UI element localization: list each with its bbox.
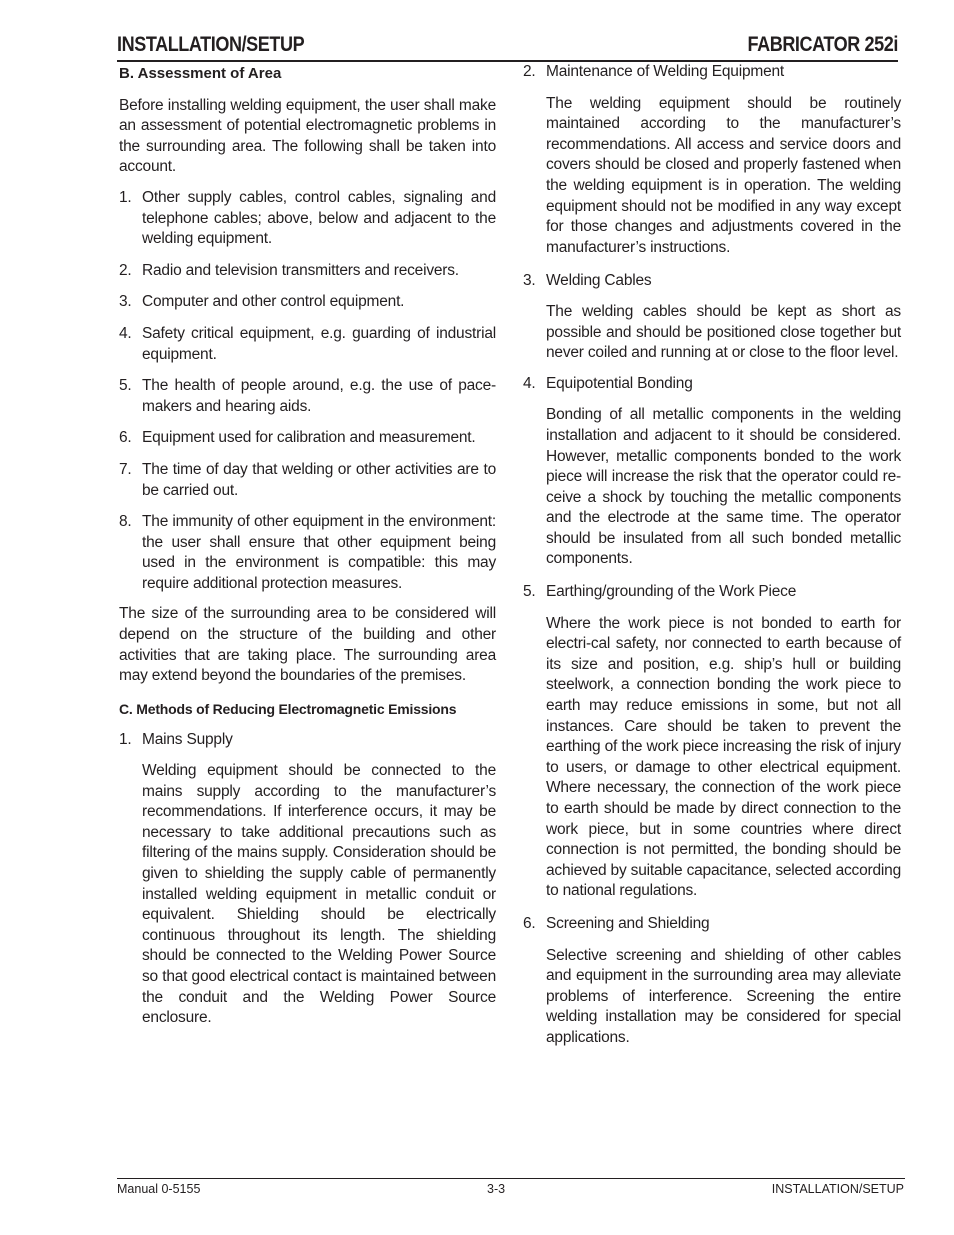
section-b-closing: The size of the surrounding area to be considered will depend on the structure of the building and other activities that are taking place. The surrounding area may extend beyond the boundaries of the premises. [119,605,496,685]
list-item-text: Other supply cables, control cables, signaling and telephone cables; above, below and adjacent to the welding equipment. [142,188,496,248]
list-item-body: The welding equipment should be routinely maintained according to the manufacturer’s recommendations. All access and service doors and covers should be closed and properly fastened when the welding equipment is in operation. The welding equipment should not be modified in any way except for those changes and adjustments covered in the manufacturer’s instructions. [546,94,901,256]
section-b-heading: B. Assessment of Area [119,65,282,82]
list-item [119,324,496,365]
list-item [119,512,496,594]
list-item-title: Maintenance of Welding Equipment [546,63,785,80]
list-item [119,376,496,417]
footer-rule [117,1178,905,1179]
list-item [119,730,496,751]
list-item [523,914,901,935]
list-item-number: 3. [119,293,132,311]
list-item [119,261,496,282]
list-item [523,271,901,292]
list-item-text: Radio and television transmitters and receivers. [142,261,459,279]
list-item-title: Screening and Shielding [546,914,710,932]
list-item [523,374,901,395]
list-item-text: Equipment used for calibration and measurement. [142,429,476,447]
list-item-text: The immunity of other equipment in the environment: the user shall ensure that other equipment being used in the environment is compatible: this may require additional protection measures. [142,513,496,592]
footer-page-number: 3-3 [487,1182,506,1196]
list-item-number: 6. [523,914,536,932]
list-item [119,292,496,313]
header-section-title: INSTALLATION/SETUP [117,33,305,56]
list-item [523,582,901,603]
list-item-body: Welding equipment should be connected to the mains supply according to the manufacturer’s recommendations. If interference occurs, it may be necessary to take additional precautions such as filtering of the mains supply. Consideration should be given to shielding the supply cable of permanently installed welding equipment in metallic conduit or equivalent. Shielding should be electrically continuous throughout its length. The shielding should be connected to the Welding Power Source so that good electrical contact is maintained between the conduit and the Welding Power Source enclosure. [142,762,496,1027]
list-item-number: 4. [523,374,536,392]
list-item-number: 5. [119,377,132,395]
list-item-number: 8. [119,513,132,531]
list-item-text: The health of people around, e.g. the use of pace-makers and hearing aids. [142,377,496,415]
list-item-number: 2. [119,261,132,279]
list-item-text: Safety critical equipment, e.g. guarding of industrial equipment. [142,324,496,363]
footer-section-name: INSTALLATION/SETUP [771,1182,904,1196]
list-item-title: Welding Cables [546,272,652,290]
list-item [119,428,496,449]
list-item-number: 7. [119,460,132,478]
list-item-title: Earthing/grounding of the Work Piece [546,583,797,601]
list-item-body: Where the work piece is not bonded to earth for electri-cal safety, nor connected to earth because of its size and position, e.g. ship’s hull or building steelwork, a connection bonding the work piece to earth may reduce emissions in some, but not all instances. Care should be taken to prevent the earthing of the work piece increasing the risk of injury to users, or damage to other electrical equipment. Where necessary, the connection of the work piece to earth should be made by direct connection to the work piece, but in some countries where direct connection is not permitted, the bonding should be achieved by suitable capacitance, selected according to national regulations. [546,614,901,900]
list-item-text: The time of day that welding or other activities are to be carried out. [142,460,496,499]
list-item [523,62,901,83]
list-item-number: 5. [523,583,536,601]
list-item-title: Mains Supply [142,731,233,749]
left-column [119,62,496,1029]
footer-manual-number: Manual 0-5155 [117,1182,201,1196]
right-column [523,62,901,1049]
section-c-heading: C. Methods of Reducing Electromagnetic Emissions [119,700,457,717]
list-item [119,460,496,501]
section-b-intro: Before installing welding equipment, the user shall make an assessment of potential electromagnetic problems in the surrounding area. The following shall be taken into account. [119,96,496,176]
list-item-number: 6. [119,429,132,447]
header-product-title: FABRICATOR 252i [747,33,898,56]
list-item-text: Computer and other control equipment. [142,293,405,311]
list-item [119,188,496,250]
list-item-body: The welding cables should be kept as short as possible and should be positioned close together but never coiled and running at or close to the floor level. [546,302,901,362]
list-item-number: 3. [523,272,536,290]
list-item-number: 4. [119,324,132,342]
list-item-body: Selective screening and shielding of other cables and equipment in the surrounding area may alleviate problems of interference. Screening the entire welding installation may be considered for special applications. [546,946,901,1046]
list-item-body: Bonding of all metallic components in the welding installation and adjacent to it should be considered. However, metallic components bonded to the work piece will increase the risk that the operator could re-ceive a shock by touching the metallic components and the electrode at the same time. The operator should be insulated from all such bonded metallic components. [546,406,901,568]
list-item-number: 2. [523,63,536,80]
list-item-title: Equipotential Bonding [546,374,693,392]
list-item-number: 1. [119,731,132,749]
list-item-number: 1. [119,188,132,206]
